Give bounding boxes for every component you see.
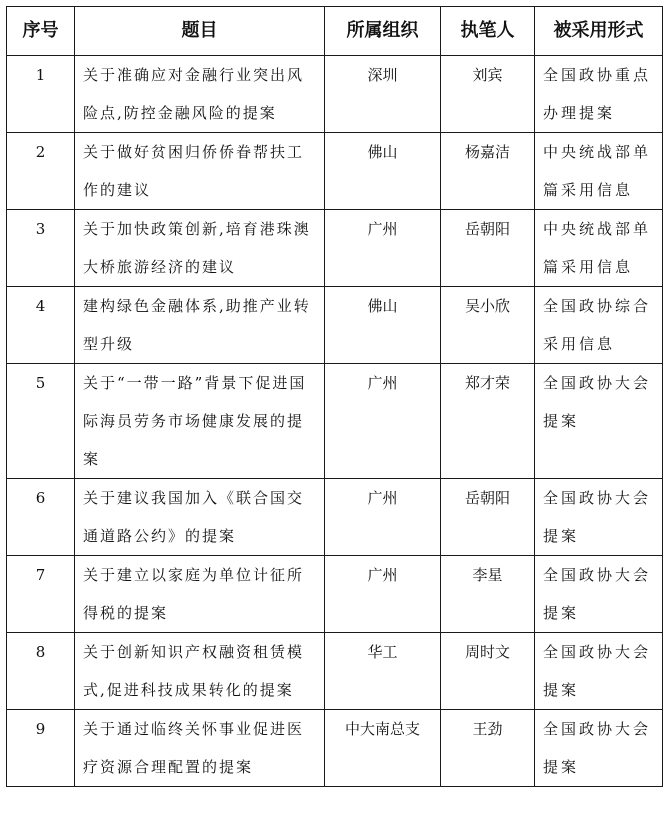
row-title: 关于加快政策创新,培育港珠澳大桥旅游经济的建议 bbox=[75, 210, 325, 287]
row-num: 9 bbox=[7, 710, 75, 787]
row-form: 中央统战部单篇采用信息 bbox=[535, 133, 663, 210]
row-author: 李星 bbox=[441, 556, 535, 633]
header-org: 所属组织 bbox=[325, 7, 441, 56]
row-org: 广州 bbox=[325, 364, 441, 479]
row-num: 1 bbox=[7, 56, 75, 133]
table-row bbox=[7, 287, 663, 364]
row-org: 华工 bbox=[325, 633, 441, 710]
row-form: 全国政协大会提案 bbox=[535, 710, 663, 787]
row-form: 全国政协大会提案 bbox=[535, 364, 663, 479]
row-title: 关于“一带一路”背景下促进国际海员劳务市场健康发展的提案 bbox=[75, 364, 325, 479]
table-row bbox=[7, 633, 663, 710]
row-title: 关于准确应对金融行业突出风险点,防控金融风险的提案 bbox=[75, 56, 325, 133]
row-form: 全国政协大会提案 bbox=[535, 633, 663, 710]
row-num: 6 bbox=[7, 479, 75, 556]
row-num: 3 bbox=[7, 210, 75, 287]
row-num: 2 bbox=[7, 133, 75, 210]
header-num: 序号 bbox=[7, 7, 75, 56]
row-org: 佛山 bbox=[325, 287, 441, 364]
row-org: 广州 bbox=[325, 556, 441, 633]
table-row bbox=[7, 710, 663, 787]
table-row bbox=[7, 56, 663, 133]
row-org: 广州 bbox=[325, 479, 441, 556]
row-org: 深圳 bbox=[325, 56, 441, 133]
row-author: 刘宾 bbox=[441, 56, 535, 133]
row-title: 关于创新知识产权融资租赁模式,促进科技成果转化的提案 bbox=[75, 633, 325, 710]
row-title: 关于通过临终关怀事业促进医疗资源合理配置的提案 bbox=[75, 710, 325, 787]
row-org: 中大南总支 bbox=[325, 710, 441, 787]
header-title: 题目 bbox=[75, 7, 325, 56]
table-row bbox=[7, 210, 663, 287]
row-author: 周时文 bbox=[441, 633, 535, 710]
row-author: 岳朝阳 bbox=[441, 479, 535, 556]
row-num: 5 bbox=[7, 364, 75, 479]
row-author: 郑才荣 bbox=[441, 364, 535, 479]
header-author: 执笔人 bbox=[441, 7, 535, 56]
row-title: 关于做好贫困归侨侨眷帮扶工作的建议 bbox=[75, 133, 325, 210]
table-row bbox=[7, 556, 663, 633]
row-num: 4 bbox=[7, 287, 75, 364]
header-row bbox=[7, 7, 663, 56]
row-num: 7 bbox=[7, 556, 75, 633]
row-org: 佛山 bbox=[325, 133, 441, 210]
row-title: 建构绿色金融体系,助推产业转型升级 bbox=[75, 287, 325, 364]
row-author: 王劲 bbox=[441, 710, 535, 787]
row-author: 吴小欣 bbox=[441, 287, 535, 364]
row-form: 全国政协综合采用信息 bbox=[535, 287, 663, 364]
proposals-table bbox=[6, 6, 663, 787]
row-author: 杨嘉洁 bbox=[441, 133, 535, 210]
row-org: 广州 bbox=[325, 210, 441, 287]
row-title: 关于建议我国加入《联合国交通道路公约》的提案 bbox=[75, 479, 325, 556]
row-form: 全国政协重点办理提案 bbox=[535, 56, 663, 133]
row-form: 全国政协大会提案 bbox=[535, 479, 663, 556]
table-row bbox=[7, 133, 663, 210]
row-form: 全国政协大会提案 bbox=[535, 556, 663, 633]
table-row bbox=[7, 479, 663, 556]
row-author: 岳朝阳 bbox=[441, 210, 535, 287]
row-num: 8 bbox=[7, 633, 75, 710]
header-form: 被采用形式 bbox=[535, 7, 663, 56]
row-title: 关于建立以家庭为单位计征所得税的提案 bbox=[75, 556, 325, 633]
row-form: 中央统战部单篇采用信息 bbox=[535, 210, 663, 287]
table-row bbox=[7, 364, 663, 479]
